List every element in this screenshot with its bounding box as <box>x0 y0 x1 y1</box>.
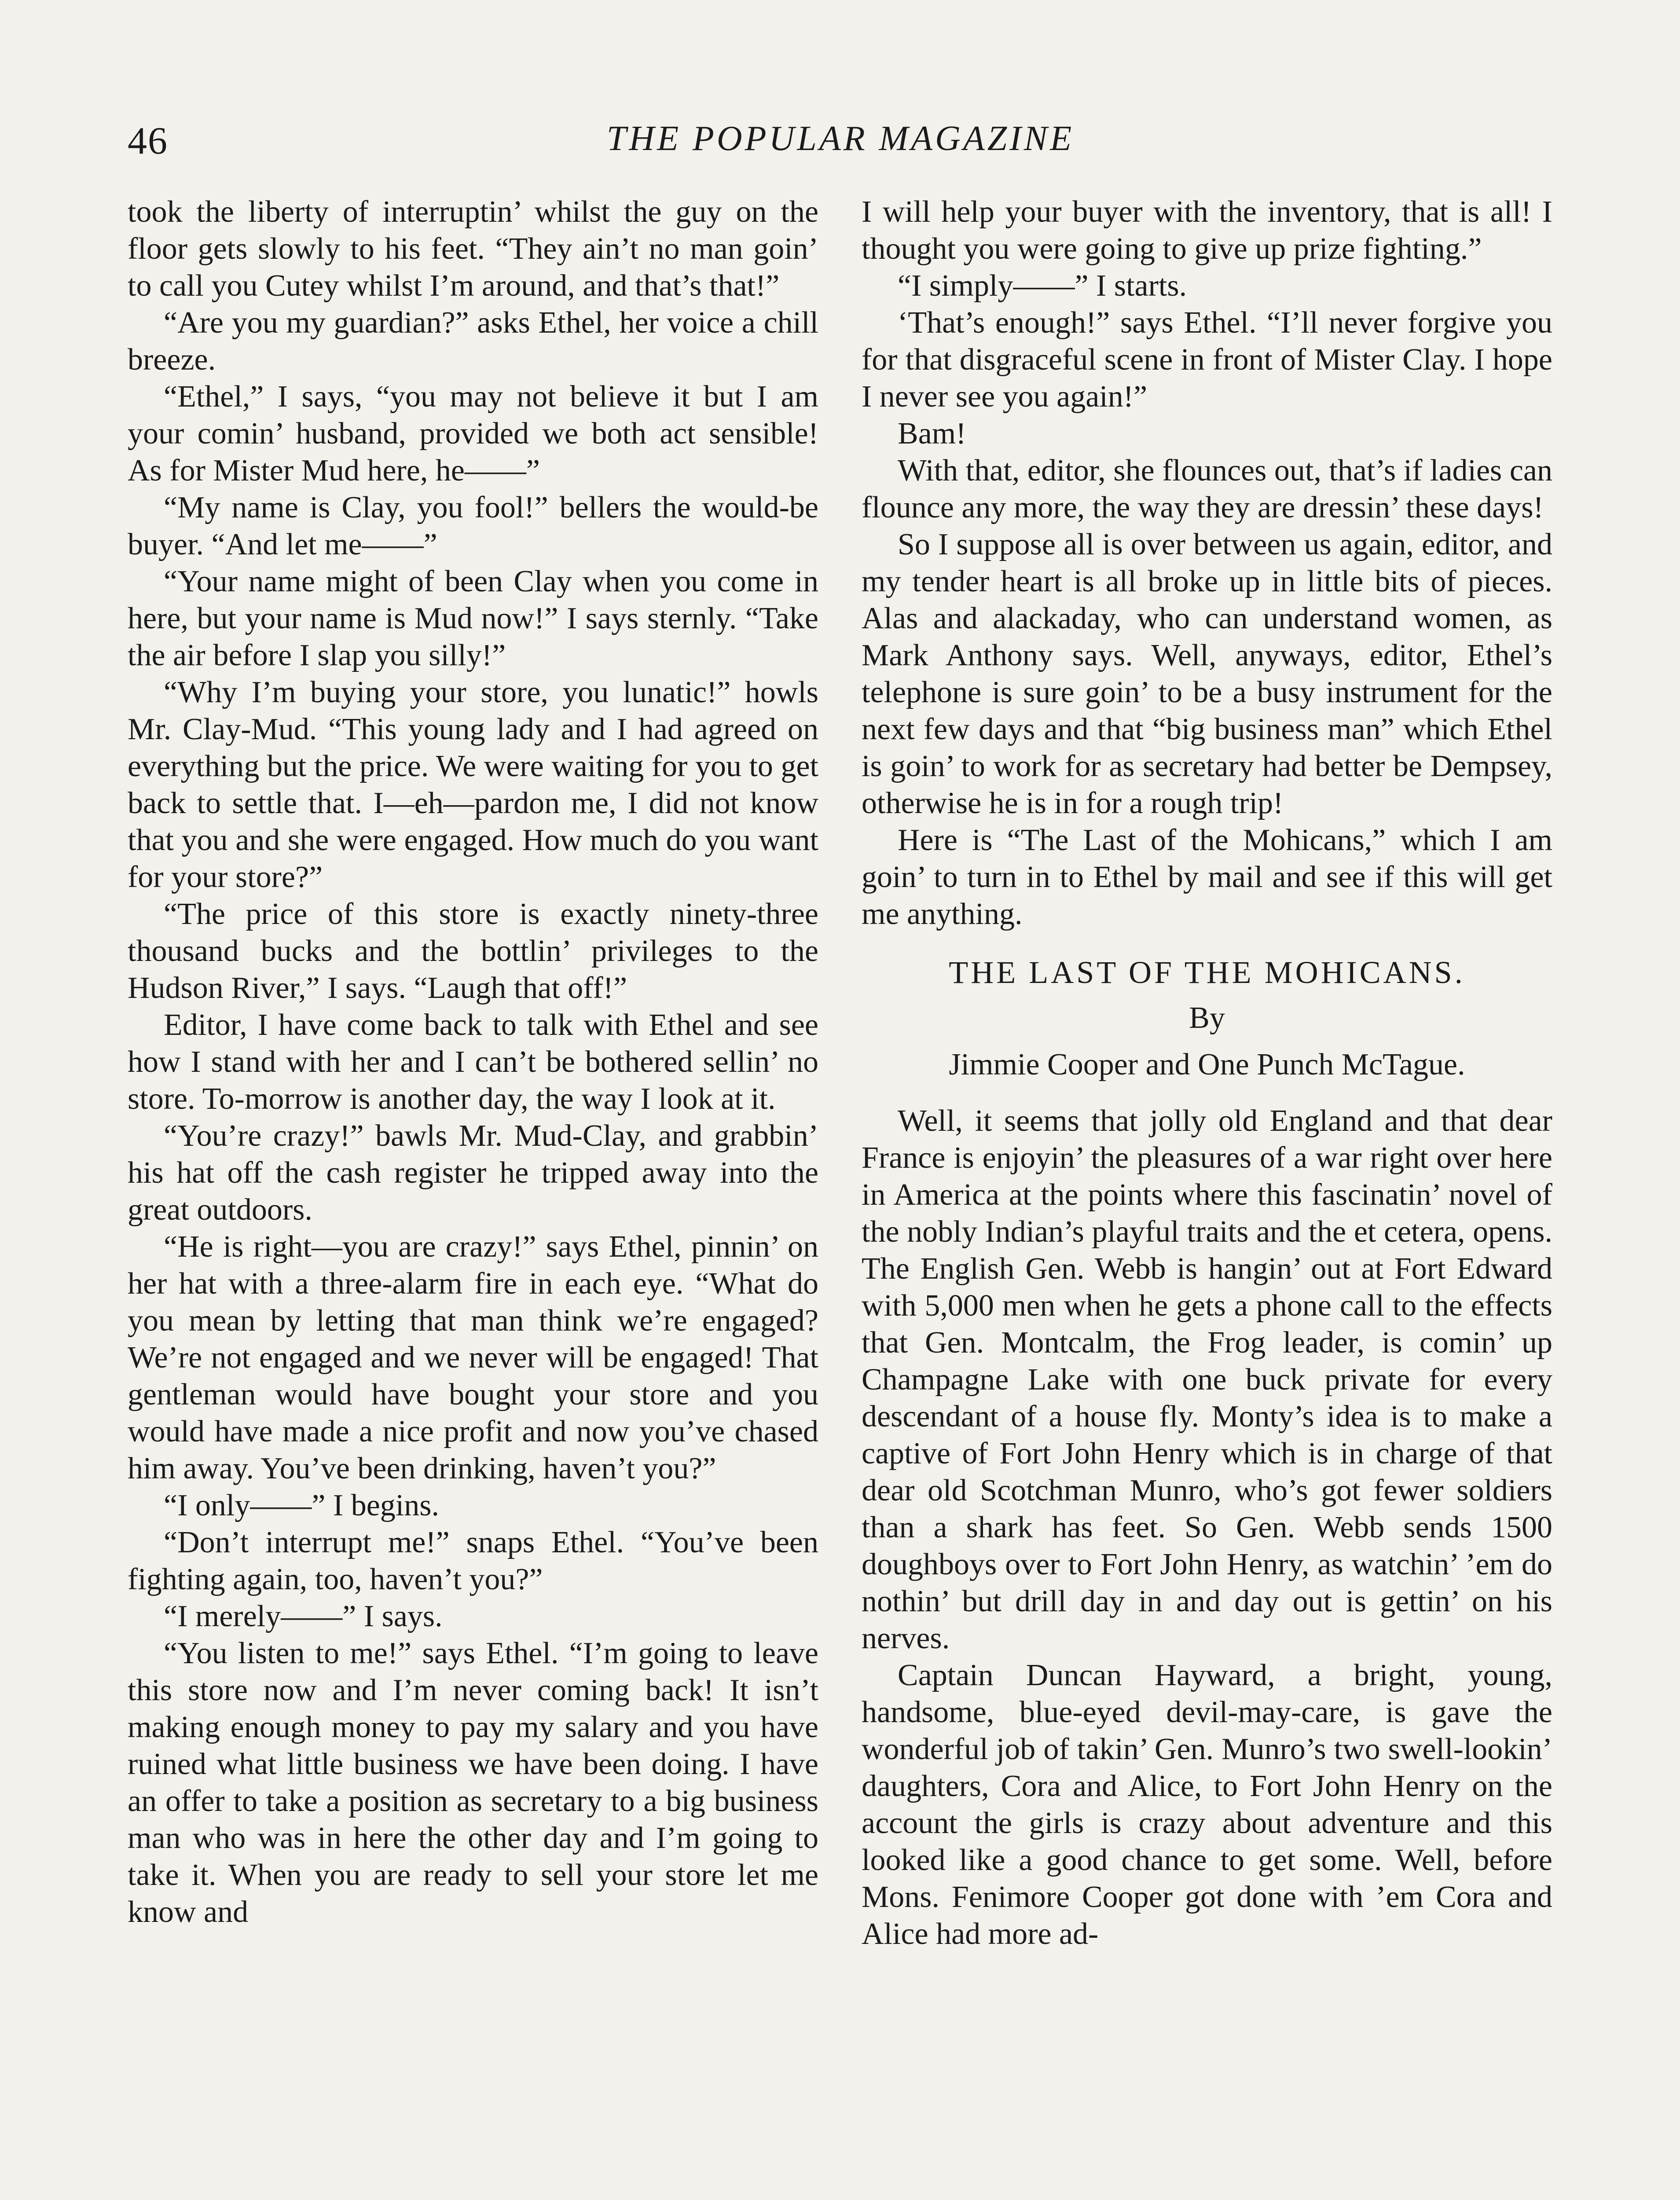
paragraph: Bam! <box>898 417 966 451</box>
authors: Jimmie Cooper and One Punch McTague. <box>949 1048 1465 1082</box>
paragraph: With that, editor, she flounces out, that’s if ladies can flounce any more, the way they are dressin’ these days! <box>862 454 1552 524</box>
paragraph: “I only——” I begins. <box>164 1489 439 1522</box>
paragraph: “Ethel,” I says, “you may not believe it but I am your comin’ husband, provided we both act sensible! As for Mister Mud here, he——” <box>128 380 818 488</box>
page-header <box>128 119 1553 172</box>
paragraph: “Why I’m buying your store, you lunatic!” howls Mr. Clay-Mud. “This young lady and I had agreed on everything but the price. We were waiting for you to get back to settle that. I—eh—pardon me, I did not know that you and she were engaged. How much do you want for your store?” <box>128 675 818 894</box>
paragraph: “You’re crazy!” bawls Mr. Mud-Clay, and grabbin’ his hat off the cash register he tripped away into the great outdoors. <box>128 1119 818 1227</box>
paragraph: “Are you my guardian?” asks Ethel, her voice a chill breeze. <box>128 306 818 377</box>
paragraph: took the liberty of interruptin’ whilst the guy on the floor gets slowly to his feet. “They ain’t no man goin’ to call you Cutey whilst I’m around, and that’s that!” <box>128 195 818 303</box>
running-head: THE POPULAR MAGAZINE <box>606 119 1075 158</box>
byline: By <box>1189 1001 1225 1035</box>
section-title: THE LAST OF THE MOHICANS. <box>949 955 1465 990</box>
paragraph: “I simply——” I starts. <box>898 269 1187 303</box>
paragraph: “He is right—you are crazy!” says Ethel, pinnin’ on her hat with a three-alarm fire in each eye. “What do you mean by letting that man think we’re engaged? We’re not engaged and we never will be engaged! That gentleman would have bought your store and you would have made a nice profit and now you’ve chased him away. You’ve been drinking, haven’t you?” <box>128 1230 818 1485</box>
right-column <box>862 194 1552 1953</box>
paragraph: “Your name might of been Clay when you come in here, but your name is Mud now!” I says sternly. “Take the air before I slap you silly!” <box>128 565 818 672</box>
paragraph: Here is “The Last of the Mohicans,” which I am goin’ to turn in to Ethel by mail and see if this will get me anything. <box>862 823 1552 931</box>
paragraph: ‘That’s enough!” says Ethel. “I’ll never forgive you for that disgraceful scene in front of Mister Clay. I hope I never see you again!” <box>862 306 1552 414</box>
paragraph: Well, it seems that jolly old England and that dear France is enjoyin’ the pleasures of a war right over here in America at the points where this fascinatin’ novel of the nobly Indian’s playful traits and the et cetera, opens. The English Gen. Webb is hangin’ out at Fort Edward with 5,000 men when he gets a phone call to the effects that Gen. Montcalm, the Frog leader, is comin’ up Champagne Lake with one buck private for every descendant of a house fly. Monty’s idea is to make a captive of Fort John Henry which is in charge of that dear old Scotchman Munro, who’s got fewer soldiers than a shark has feet. So Gen. Webb sends 1500 doughboys over to Fort John Henry, as watchin’ ’em do nothin’ but drill day in and day out is gettin’ on his nerves. <box>862 1104 1552 1655</box>
paragraph: I will help your buyer with the inventory, that is all! I thought you were going to give up prize fighting.” <box>862 195 1552 266</box>
left-column <box>128 194 818 1931</box>
paragraph: “Don’t interrupt me!” snaps Ethel. “You’ve been fighting again, too, haven’t you?” <box>128 1525 818 1596</box>
paragraph: So I suppose all is over between us again, editor, and my tender heart is all broke up in little bits of pieces. Alas and alackaday, who can understand women, as Mark Anthony says. Well, anyways, editor, Ethel’s telephone is sure goin’ to be a busy instrument for the next few days and that “big business man” which Ethel is goin’ to work for as secretary had better be Dempsey, otherwise he is in for a rough trip! <box>862 528 1552 820</box>
paragraph: “I merely——” I says. <box>164 1599 443 1633</box>
paragraph: Captain Duncan Hayward, a bright, young, handsome, blue-eyed devil-may-care, is gave the wonderful job of takin’ Gen. Munro’s two swell-lookin’ daughters, Cora and Alice, to Fort John Henry on the account the girls is crazy about adventure and this looked like a good chance to get some. Well, before Mons. Fenimore Cooper got done with ’em Cora and Alice had more ad- <box>862 1658 1552 1951</box>
page-number: 46 <box>128 120 168 162</box>
paragraph: “You listen to me!” says Ethel. “I’m going to leave this store now and I’m never coming back! It isn’t making enough money to pay my salary and you have ruined what little business we have been doing. I have an offer to take a position as secretary to a big business man who was in here the other day and I’m going to take it. When you are ready to sell your store let me know and <box>128 1636 818 1929</box>
paragraph: “My name is Clay, you fool!” bellers the would-be buyer. “And let me——” <box>128 491 818 561</box>
paragraph: Editor, I have come back to talk with Ethel and see how I stand with her and I can’t be bothered sellin’ no store. To-morrow is another day, the way I look at it. <box>128 1008 818 1116</box>
paragraph: “The price of this store is exactly ninety-three thousand bucks and the bottlin’ privileges to the Hudson River,” I says. “Laugh that off!” <box>128 897 818 1005</box>
